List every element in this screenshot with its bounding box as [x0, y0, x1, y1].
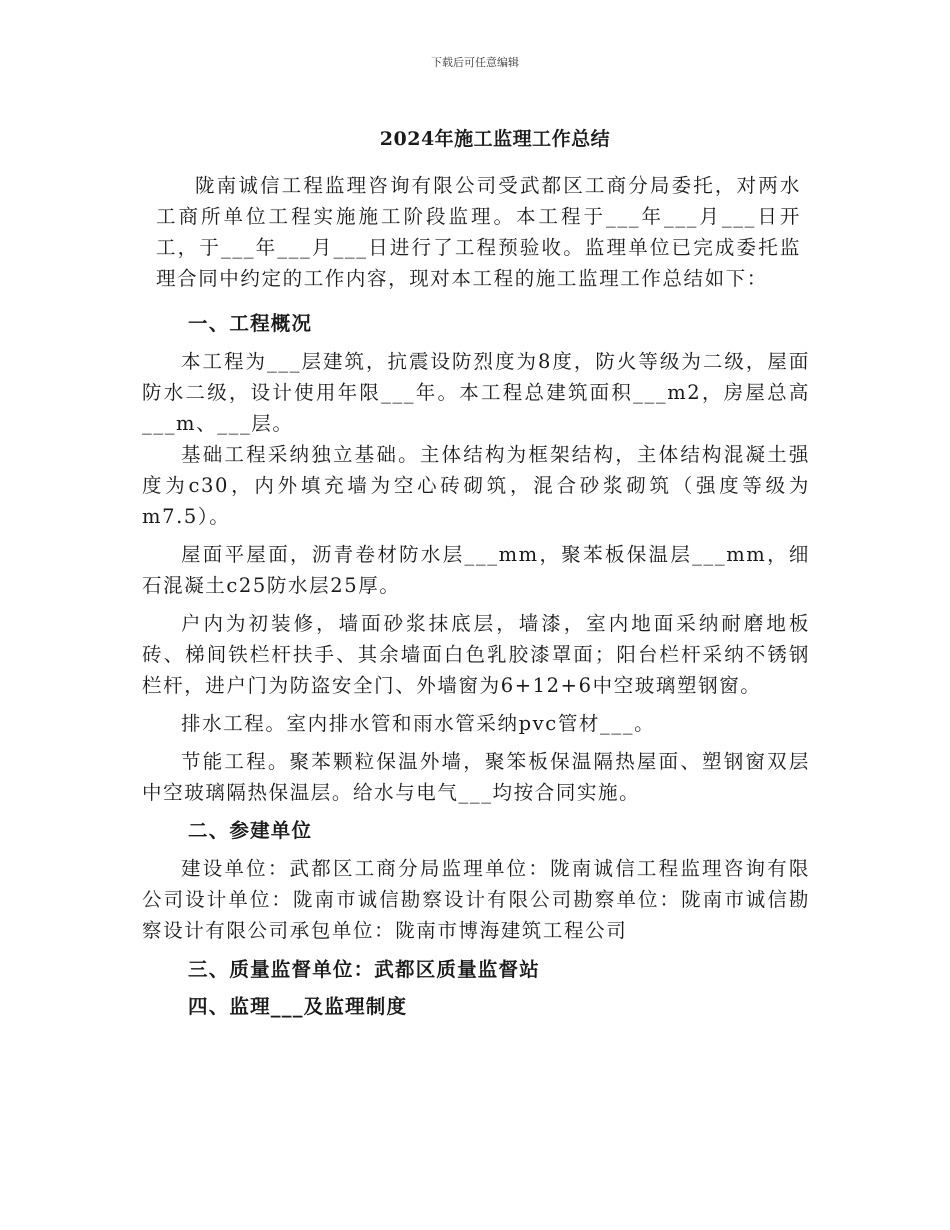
overview-paragraph-3: 屋面平屋面，沥青卷材防水层___mm，聚苯板保温层___mm，细石混凝土c25防水层25厚。: [142, 543, 810, 597]
intro-paragraph: 陇南诚信工程监理咨询有限公司受武都区工商分局委托，对两水工商所单位工程实施施工阶段监理。本工程于___年___月___日开工，于___年___月___日进行了工程预验收。监理单位已完成委托监理合同中约定的工作内容，现对本工程的施工监理工作总结如下：: [156, 174, 801, 290]
section-heading-participants: 二、参建单位: [188, 819, 313, 842]
page-header-note: 下载后可任意编辑: [431, 56, 519, 69]
overview-paragraph-2: 基础工程采纳独立基础。主体结构为框架结构，主体结构混凝土强度为c30，内外填充墙为空心砖砌筑，混合砂浆砌筑（强度等级为m7.5）。: [142, 443, 810, 528]
overview-paragraph-1: 本工程为___层建筑，抗震设防烈度为8度，防火等级为二级，屋面防水二级，设计使用年限___年。本工程总建筑面积___m2，房屋总高___m、___层。: [142, 350, 810, 435]
section-heading-quality-supervision: 三、质量监督单位：武都区质量监督站: [188, 958, 540, 981]
participants-paragraph: 建设单位：武都区工商分局监理单位：陇南诚信工程监理咨询有限公司设计单位：陇南市诚信勘察设计有限公司勘察单位：陇南市诚信勘察设计有限公司承包单位：陇南市博海建筑工程公司: [142, 857, 810, 942]
document-body: [142, 170, 810, 1022]
overview-paragraph-5: 排水工程。室内排水管和雨水管采纳pvc管材___。: [181, 712, 656, 735]
document-title: 2024年施工监理工作总结: [379, 128, 611, 150]
section-heading-supervision-system: 四、监理___及监理制度: [188, 995, 408, 1018]
section-heading-overview: 一、工程概况: [188, 312, 313, 335]
overview-paragraph-4: 户内为初装修，墙面砂浆抹底层，墙漆，室内地面采纳耐磨地板砖、梯间铁栏杆扶手、其余墙面白色乳胶漆罩面；阳台栏杆采纳不锈钢栏杆，进户门为防盗安全门、外墙窗为6+12+6中空玻璃塑钢窗。: [142, 612, 810, 697]
overview-paragraph-6: 节能工程。聚苯颗粒保温外墙，聚笨板保温隔热屋面、塑钢窗双层中空玻璃隔热保温层。给水与电气___均按合同实施。: [142, 750, 810, 804]
